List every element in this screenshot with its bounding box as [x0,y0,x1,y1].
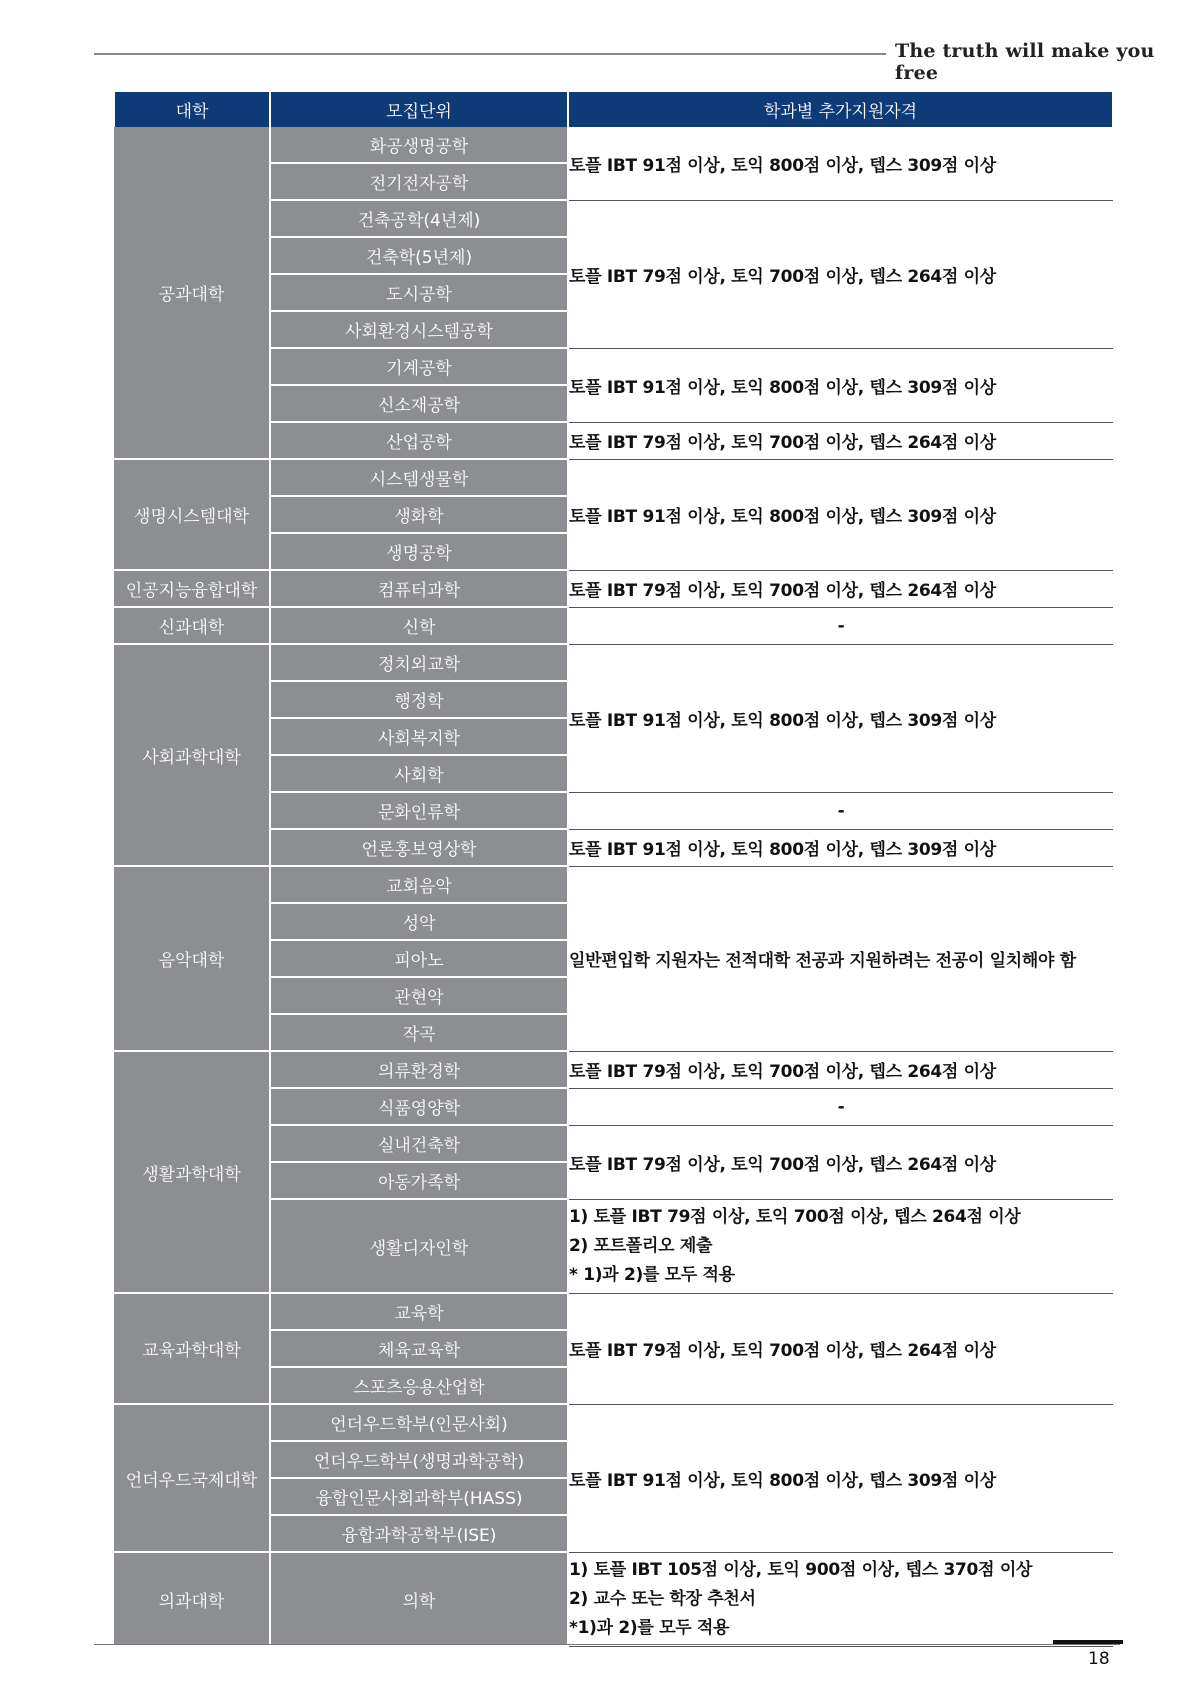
unit-cell: 관현악 [270,977,568,1014]
unit-cell: 언더우드학부(생명과학공학) [270,1441,568,1478]
table-row [114,127,1113,163]
qualification-cell: 토플 IBT 79점 이상, 토익 700점 이상, 텝스 264점 이상 [568,570,1113,607]
college-cell: 생명시스템대학 [114,459,270,570]
unit-cell: 전기전자공학 [270,163,568,200]
footer-rule [94,1644,1120,1645]
unit-cell: 산업공학 [270,422,568,459]
qualification-cell: 토플 IBT 91점 이상, 토익 800점 이상, 텝스 309점 이상 [568,348,1113,422]
qualification-cell: 토플 IBT 91점 이상, 토익 800점 이상, 텝스 309점 이상 [568,644,1113,792]
unit-cell: 생명공학 [270,533,568,570]
unit-cell: 화공생명공학 [270,127,568,163]
unit-cell: 건축공학(4년제) [270,200,568,237]
page-number: 18 [1088,1649,1110,1669]
unit-cell: 융합인문사회과학부(HASS) [270,1478,568,1515]
qualification-cell: 토플 IBT 79점 이상, 토익 700점 이상, 텝스 264점 이상 [568,1051,1113,1088]
table-row [114,1051,1113,1088]
unit-cell: 식품영양학 [270,1088,568,1125]
qualification-cell: 토플 IBT 91점 이상, 토익 800점 이상, 텝스 309점 이상 [568,459,1113,570]
unit-cell: 컴퓨터과학 [270,570,568,607]
table-row [114,1552,1113,1646]
unit-cell: 교육학 [270,1293,568,1330]
unit-cell: 문화인류학 [270,792,568,829]
qualification-line: 2) 교수 또는 학장 추천서 [569,1588,756,1609]
unit-cell: 도시공학 [270,274,568,311]
college-cell: 인공지능융합대학 [114,570,270,607]
unit-cell: 작곡 [270,1014,568,1051]
qualification-line: 2) 포트폴리오 제출 [569,1235,713,1256]
qualification-cell: - [568,792,1113,829]
college-cell: 생활과학대학 [114,1051,270,1293]
header-motto: The truth will make you free [895,40,1155,84]
unit-cell: 행정학 [270,681,568,718]
column-header-unit: 모집단위 [270,92,568,127]
column-header-qualification: 학과별 추가지원자격 [568,92,1113,127]
unit-cell: 신학 [270,607,568,644]
college-cell: 공과대학 [114,127,270,459]
qualification-cell: 토플 IBT 79점 이상, 토익 700점 이상, 텝스 264점 이상 [568,1293,1113,1404]
unit-cell: 사회학 [270,755,568,792]
unit-cell: 성악 [270,903,568,940]
qualification-cell-multiline [568,1199,1113,1293]
table-row [114,866,1113,903]
qualification-cell: 일반편입학 지원자는 전적대학 전공과 지원하려는 전공이 일치해야 함 [568,866,1113,1051]
unit-cell: 시스템생물학 [270,459,568,496]
unit-cell: 피아노 [270,940,568,977]
qualification-cell: - [568,1088,1113,1125]
qualification-cell: 토플 IBT 91점 이상, 토익 800점 이상, 텝스 309점 이상 [568,829,1113,866]
unit-cell: 의류환경학 [270,1051,568,1088]
unit-cell: 건축학(5년제) [270,237,568,274]
qualification-cell: 토플 IBT 79점 이상, 토익 700점 이상, 텝스 264점 이상 [568,200,1113,348]
qualification-cell: 토플 IBT 91점 이상, 토익 800점 이상, 텝스 309점 이상 [568,127,1113,200]
qualification-cell: - [568,607,1113,644]
unit-cell: 사회복지학 [270,718,568,755]
college-cell: 언더우드국제대학 [114,1404,270,1552]
qualification-line: 1) 토플 IBT 79점 이상, 토익 700점 이상, 텝스 264점 이상 [569,1206,1021,1227]
table-row [114,459,1113,496]
qualification-line: * 1)과 2)를 모두 적용 [569,1264,735,1285]
table-header-row [114,92,1113,127]
qualification-line: 1) 토플 IBT 105점 이상, 토익 900점 이상, 텝스 370점 이상 [569,1559,1033,1580]
table-row [114,607,1113,644]
unit-cell: 스포츠응용산업학 [270,1367,568,1404]
qualification-cell: 토플 IBT 91점 이상, 토익 800점 이상, 텝스 309점 이상 [568,1404,1113,1552]
unit-cell: 언더우드학부(인문사회) [270,1404,568,1441]
header-rule [94,53,886,55]
qualification-cell-multiline [568,1552,1113,1646]
unit-cell: 생활디자인학 [270,1199,568,1293]
unit-cell: 기계공학 [270,348,568,385]
unit-cell: 아동가족학 [270,1162,568,1199]
table-row [114,570,1113,607]
qualification-cell: 토플 IBT 79점 이상, 토익 700점 이상, 텝스 264점 이상 [568,1125,1113,1199]
unit-cell: 융합과학공학부(ISE) [270,1515,568,1552]
unit-cell: 정치외교학 [270,644,568,681]
unit-cell: 신소재공학 [270,385,568,422]
table-row [114,1404,1113,1441]
college-cell: 교육과학대학 [114,1293,270,1404]
qualification-cell: 토플 IBT 79점 이상, 토익 700점 이상, 텝스 264점 이상 [568,422,1113,459]
admission-requirements-table [113,92,1114,1647]
unit-cell: 언론홍보영상학 [270,829,568,866]
unit-cell: 생화학 [270,496,568,533]
unit-cell: 의학 [270,1552,568,1646]
column-header-college: 대학 [114,92,270,127]
table-row [114,1293,1113,1330]
table-row [114,644,1113,681]
unit-cell: 체육교육학 [270,1330,568,1367]
unit-cell: 교회음악 [270,866,568,903]
qualification-line: *1)과 2)를 모두 적용 [569,1617,730,1638]
college-cell: 사회과학대학 [114,644,270,866]
college-cell: 신과대학 [114,607,270,644]
footer-accent-bar [1053,1640,1123,1644]
unit-cell: 사회환경시스템공학 [270,311,568,348]
college-cell: 음악대학 [114,866,270,1051]
college-cell: 의과대학 [114,1552,270,1646]
unit-cell: 실내건축학 [270,1125,568,1162]
